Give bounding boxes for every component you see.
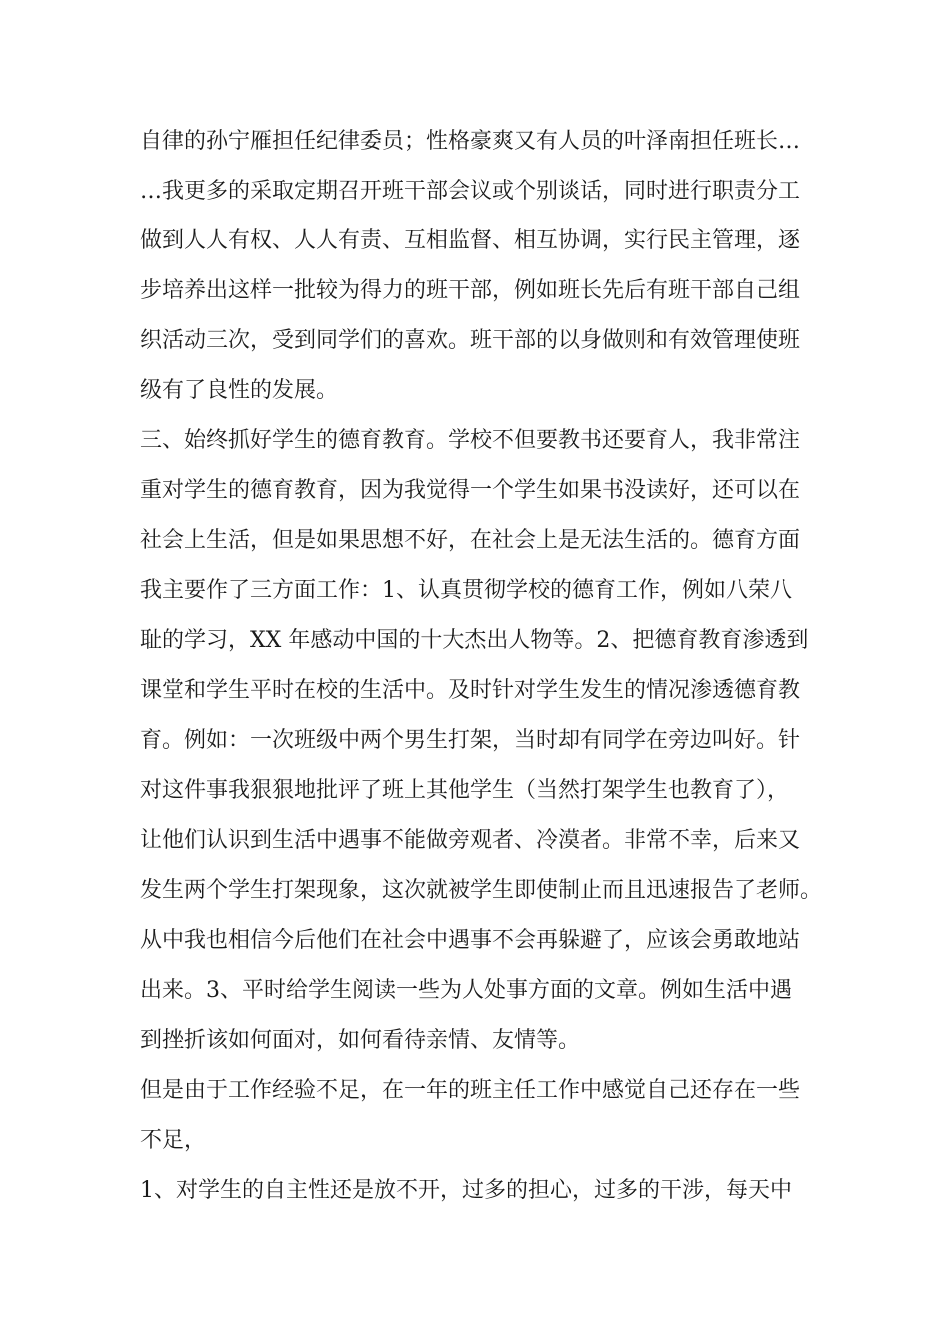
text-line: …我更多的采取定期召开班干部会议或个别谈话，同时进行职责分工	[140, 179, 801, 204]
text-line: 课堂和学生平时在校的生活中。及时针对学生发生的情况渗透德育教	[140, 678, 801, 703]
text-line: 1、对学生的自主性还是放不开，过多的担心，过多的干涉，每天中	[140, 1178, 792, 1203]
text-line: 我主要作了三方面工作：1、认真贯彻学校的德育工作，例如八荣八	[140, 578, 792, 603]
text-line: 社会上生活，但是如果思想不好，在社会上是无法生活的。德育方面	[140, 528, 801, 553]
text-line: 级有了良性的发展。	[140, 378, 339, 403]
text-line: 对这件事我狠狠地批评了班上其他学生（当然打架学生也教育了），	[140, 778, 790, 803]
text-line: 做到人人有权、人人有责、互相监督、相互协调，实行民主管理，逐	[140, 228, 801, 253]
text-line: 自律的孙宁雁担任纪律委员；性格豪爽又有人员的叶泽南担任班长…	[140, 129, 801, 154]
text-line: 发生两个学生打架现象，这次就被学生即使制止而且迅速报告了老师。	[140, 878, 823, 903]
text-line: 从中我也相信今后他们在社会中遇事不会再躲避了，应该会勇敢地站	[140, 928, 801, 953]
text-line: 织活动三次，受到同学们的喜欢。班干部的以身做则和有效管理使班	[140, 328, 801, 353]
text-line: 耻的学习，XX 年感动中国的十大杰出人物等。2、把德育教育渗透到	[140, 628, 809, 653]
text-line: 让他们认识到生活中遇事不能做旁观者、冷漠者。非常不幸，后来又	[140, 828, 801, 853]
text-line: 育。例如：一次班级中两个男生打架，当时却有同学在旁边叫好。针	[140, 728, 801, 753]
text-line: 三、始终抓好学生的德育教育。学校不但要教书还要育人，我非常注	[140, 428, 801, 453]
text-line: 到挫折该如何面对，如何看待亲情、友情等。	[140, 1028, 581, 1053]
text-line: 出来。3、平时给学生阅读一些为人处事方面的文章。例如生活中遇	[140, 978, 792, 1003]
text-line: 重对学生的德育教育，因为我觉得一个学生如果书没读好，还可以在	[140, 478, 801, 503]
text-line: 不足，	[140, 1128, 207, 1153]
text-line: 但是由于工作经验不足，在一年的班主任工作中感觉自己还存在一些	[140, 1078, 801, 1103]
text-line: 步培养出这样一批较为得力的班干部，例如班长先后有班干部自己组	[140, 278, 801, 303]
